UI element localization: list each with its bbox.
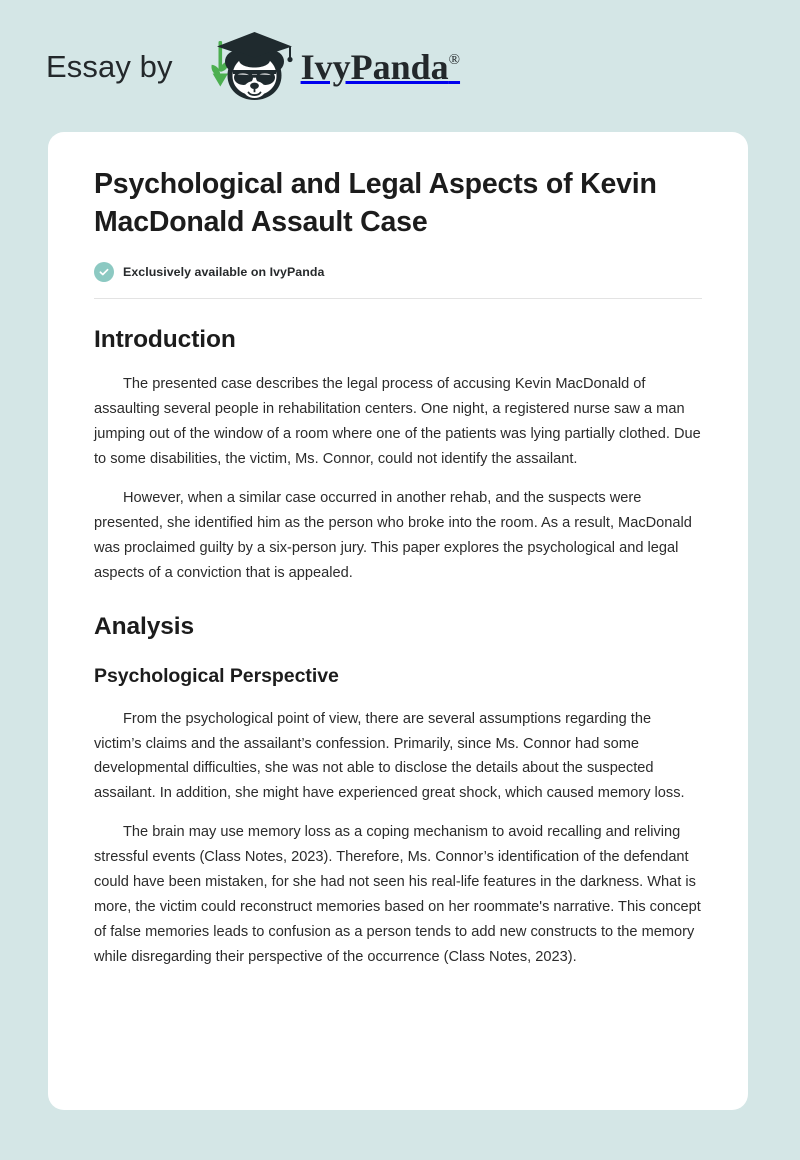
title-divider bbox=[94, 298, 702, 299]
ivypanda-wordmark bbox=[301, 49, 460, 85]
check-circle-icon bbox=[94, 262, 114, 282]
paragraph-psychological-2: The brain may use memory loss as a coping mechanism to avoid recalling and reliving stressful events (Class Notes, 2023). Therefore, Ms. Connor’s identification of the defendant could have been mistaken, for she had not seen his real-life features in the darkness. What is more, the victim could reconstruct memories based on her roommate's narrative. This concept of false memories leads to confusion as a person tends to add new constructs to the memory while disregarding their perspective of the occurrence (Class Notes, 2023). bbox=[94, 824, 701, 966]
exclusive-availability-label: Exclusively available on IvyPanda bbox=[123, 264, 325, 279]
exclusive-availability-badge bbox=[94, 262, 702, 282]
paragraph-psychological-1: From the psychological point of view, there are several assumptions regarding the victim’s claims and the assailant’s confession. Primarily, since Ms. Connor had some developmental difficulties, she was not able to disclose the details about the suspected assailant. In addition, she might have experienced great shock, which caused memory loss. bbox=[94, 710, 685, 802]
paragraph-introduction-2: However, when a similar case occurred in another rehab, and the suspects were presented, she identified him as the person who broke into the room. As a result, MacDonald was proclaimed guilty by a six-person jury. This paper explores the psychological and legal aspects of a conviction that is appealed. bbox=[94, 489, 692, 581]
panda-graduate-logo-icon bbox=[195, 28, 299, 104]
essay-paper-card bbox=[48, 132, 748, 1110]
essay-by-label: Essay by bbox=[46, 48, 173, 84]
section-heading-analysis: Analysis bbox=[94, 612, 194, 640]
ivypanda-logo-link[interactable] bbox=[195, 28, 460, 104]
brand-header bbox=[0, 0, 800, 132]
page-title: Psychological and Legal Aspects of Kevin MacDonald Assault Case bbox=[94, 168, 657, 238]
section-heading-introduction: Introduction bbox=[94, 325, 236, 353]
registered-trademark-symbol: ® bbox=[448, 52, 461, 68]
section-heading-psychological-perspective: Psychological Perspective bbox=[94, 665, 339, 688]
wordmark-text: IvyPanda bbox=[300, 47, 449, 87]
paragraph-introduction-1: The presented case describes the legal process of accusing Kevin MacDonald of assaulting several people in rehabilitation centers. One night, a registered nurse saw a man jumping out of the window of a room where one of the patients was lying partially clothed. Due to some disabilities, the victim, Ms. Connor, could not identify the assailant. bbox=[94, 376, 701, 468]
